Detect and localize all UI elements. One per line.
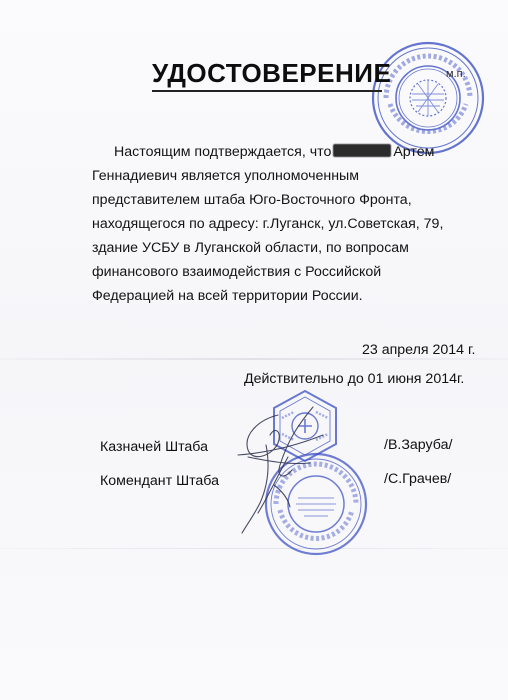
body-line: Федерацией на всей территории России. — [92, 288, 363, 304]
body-line: представителем штаба Юго-Восточного Фронта, — [92, 192, 412, 208]
body-line: финансового взаимодействия с Российской — [92, 264, 382, 280]
signatory-role: Казначей Штаба — [100, 439, 208, 455]
signatory-name: /С.Грачев/ — [384, 471, 452, 487]
redaction-bar — [333, 144, 391, 157]
body-line: находящегося по адресу: г.Луганск, ул.Советская, 79, — [92, 216, 444, 232]
certificate-body — [92, 140, 444, 308]
signatory-name: /В.Заруба/ — [384, 437, 453, 453]
title-underline — [152, 90, 382, 92]
issue-date: 23 апреля 2014 г. — [362, 342, 476, 358]
seal-place-mark: м.п. — [446, 68, 466, 80]
body-line: Настоящим подтверждается, что Артем — [114, 144, 435, 160]
body-line: Геннадиевич является уполномоченным — [92, 168, 359, 184]
handwritten-signature-icon — [218, 395, 338, 545]
paper-fold — [0, 358, 508, 360]
body-line: здание УСБУ в Луганской области, по вопросам — [92, 240, 409, 256]
signatory-role: Комендант Штаба — [100, 473, 219, 489]
validity-date: Действительно до 01 июня 2014г. — [244, 371, 465, 387]
paper-fold — [0, 548, 508, 549]
document-title: УДОСТОВЕРЕНИЕ — [152, 58, 392, 88]
